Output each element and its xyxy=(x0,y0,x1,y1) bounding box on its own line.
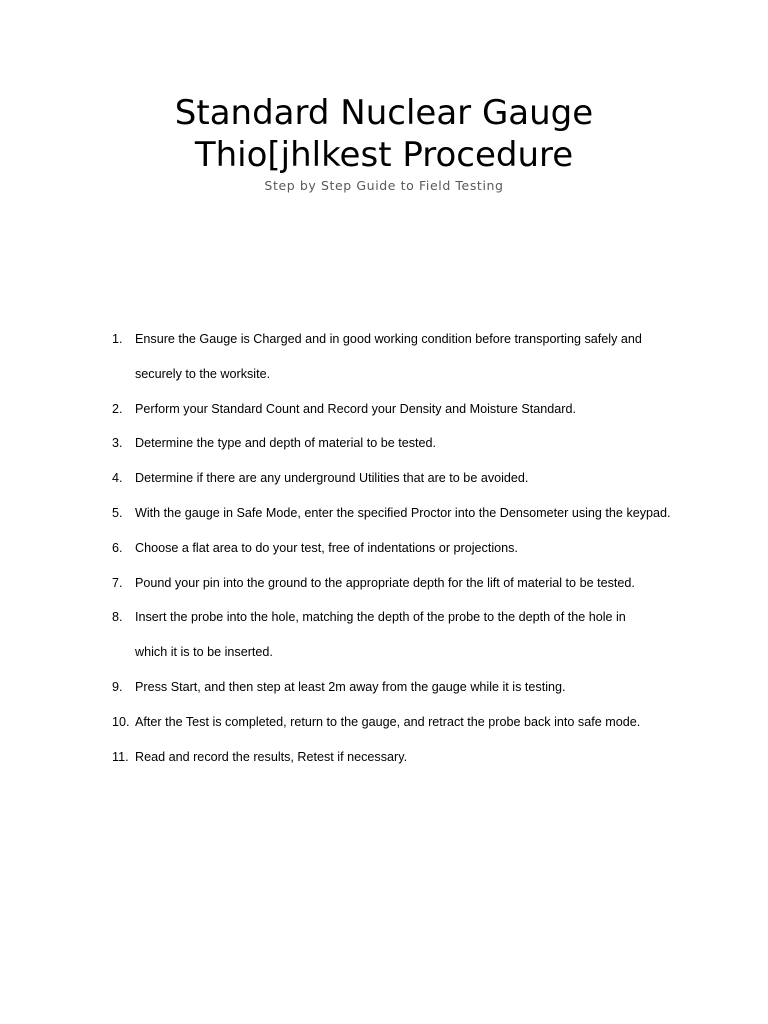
step-number: 7. xyxy=(112,575,123,590)
step-text: Read and record the results, Retest if necessary. xyxy=(135,749,408,764)
procedure-step xyxy=(112,426,712,461)
procedure-step xyxy=(112,600,712,635)
procedure-step-continuation xyxy=(112,635,712,670)
step-number: 5. xyxy=(112,505,123,520)
procedure-step xyxy=(112,322,712,357)
step-text: Perform your Standard Count and Record your Density and Moisture Standard. xyxy=(135,401,577,416)
step-text: With the gauge in Safe Mode, enter the specified Proctor into the Densometer using the keypad. xyxy=(135,505,671,520)
step-number: 6. xyxy=(112,540,123,555)
step-number: 8. xyxy=(112,610,123,625)
procedure-step xyxy=(112,566,712,601)
procedure-step xyxy=(112,461,712,496)
step-text: securely to the worksite. xyxy=(135,366,271,381)
step-number: 1. xyxy=(112,332,123,346)
step-text: which it is to be inserted. xyxy=(135,645,273,660)
step-text: Choose a flat area to do your test, free of indentations or projections. xyxy=(135,540,518,555)
step-text: Pound your pin into the ground to the appropriate depth for the lift of material to be tested. xyxy=(135,575,635,590)
procedure-step xyxy=(112,705,712,740)
procedure-step xyxy=(112,392,712,427)
step-number xyxy=(112,635,135,670)
step-text: Ensure the Gauge is Charged and in good working condition before transporting safely and xyxy=(135,332,642,346)
step-text: Press Start, and then step at least 2m away from the gauge while it is testing. xyxy=(135,679,566,694)
step-number xyxy=(112,357,135,392)
document-subtitle: Step by Step Guide to Field Testing xyxy=(264,178,504,193)
step-number: 2. xyxy=(112,401,123,416)
step-text: Determine if there are any underground Utilities that are to be avoided. xyxy=(135,471,529,486)
procedure-step-continuation xyxy=(112,357,712,392)
step-number: 4. xyxy=(112,471,123,486)
procedure-step xyxy=(112,670,712,705)
procedure-step xyxy=(112,740,712,775)
step-number: 11. xyxy=(112,749,129,764)
step-text: Determine the type and depth of material to be tested. xyxy=(135,436,437,451)
step-text: After the Test is completed, return to the gauge, and retract the probe back into safe mode. xyxy=(135,714,641,729)
procedure-steps-list xyxy=(112,322,712,774)
procedure-step xyxy=(112,531,712,566)
procedure-step xyxy=(112,496,712,531)
step-number: 10. xyxy=(112,714,130,729)
title-line-2: Thio[jhlkest Procedure xyxy=(194,135,574,175)
document-title xyxy=(0,92,768,176)
step-number: 3. xyxy=(112,436,123,451)
step-text: Insert the probe into the hole, matching the depth of the probe to the depth of the hole in xyxy=(135,610,626,625)
step-number: 9. xyxy=(112,679,123,694)
title-line-1: Standard Nuclear Gauge xyxy=(174,93,594,133)
